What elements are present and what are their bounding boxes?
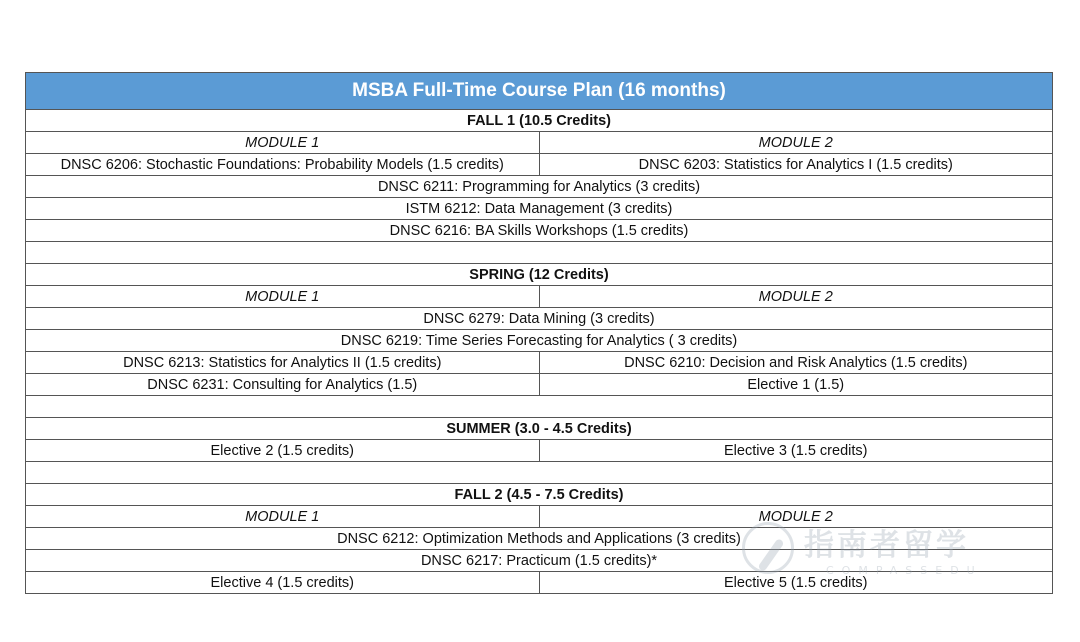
fall1-heading: FALL 1 (10.5 Credits) bbox=[26, 110, 1053, 132]
spacer-row bbox=[26, 396, 1053, 418]
watermark-text: 指南者留学 bbox=[804, 528, 969, 563]
fall1-module1-label: MODULE 1 bbox=[26, 132, 540, 154]
fall1-module2-label: MODULE 2 bbox=[539, 132, 1053, 154]
course-cell: DNSC 6217: Practicum (1.5 credits)* bbox=[26, 550, 1053, 572]
course-cell: DNSC 6231: Consulting for Analytics (1.5) bbox=[26, 374, 540, 396]
spring-module2-label: MODULE 2 bbox=[539, 286, 1053, 308]
spacer-row bbox=[26, 462, 1053, 484]
spacer-row bbox=[26, 242, 1053, 264]
course-plan-table bbox=[25, 72, 1053, 594]
course-cell: Elective 4 (1.5 credits) bbox=[26, 572, 540, 594]
summer-heading: SUMMER (3.0 - 4.5 Credits) bbox=[26, 418, 1053, 440]
course-cell: DNSC 6212: Optimization Methods and Applications (3 credits) bbox=[26, 528, 1053, 550]
course-cell: Elective 5 (1.5 credits) bbox=[539, 572, 1053, 594]
course-cell: DNSC 6216: BA Skills Workshops (1.5 credits) bbox=[26, 220, 1053, 242]
course-cell: DNSC 6206: Stochastic Foundations: Probability Models (1.5 credits) bbox=[26, 154, 540, 176]
course-cell: ISTM 6212: Data Management (3 credits) bbox=[26, 198, 1053, 220]
fall2-module1-label: MODULE 1 bbox=[26, 506, 540, 528]
watermark-subtext: COMPASSEDU bbox=[826, 564, 983, 577]
spring-heading: SPRING (12 Credits) bbox=[26, 264, 1053, 286]
fall2-module2-label: MODULE 2 bbox=[539, 506, 1053, 528]
course-cell: Elective 2 (1.5 credits) bbox=[26, 440, 540, 462]
course-cell: Elective 1 (1.5) bbox=[539, 374, 1053, 396]
course-cell: DNSC 6219: Time Series Forecasting for Analytics ( 3 credits) bbox=[26, 330, 1053, 352]
course-cell: Elective 3 (1.5 credits) bbox=[539, 440, 1053, 462]
course-cell: DNSC 6203: Statistics for Analytics I (1.5 credits) bbox=[539, 154, 1053, 176]
course-cell: DNSC 6279: Data Mining (3 credits) bbox=[26, 308, 1053, 330]
course-cell: DNSC 6211: Programming for Analytics (3 credits) bbox=[26, 176, 1053, 198]
table-title: MSBA Full-Time Course Plan (16 months) bbox=[26, 73, 1053, 110]
course-cell: DNSC 6210: Decision and Risk Analytics (1.5 credits) bbox=[539, 352, 1053, 374]
course-cell: DNSC 6213: Statistics for Analytics II (1.5 credits) bbox=[26, 352, 540, 374]
spring-module1-label: MODULE 1 bbox=[26, 286, 540, 308]
fall2-heading: FALL 2 (4.5 - 7.5 Credits) bbox=[26, 484, 1053, 506]
